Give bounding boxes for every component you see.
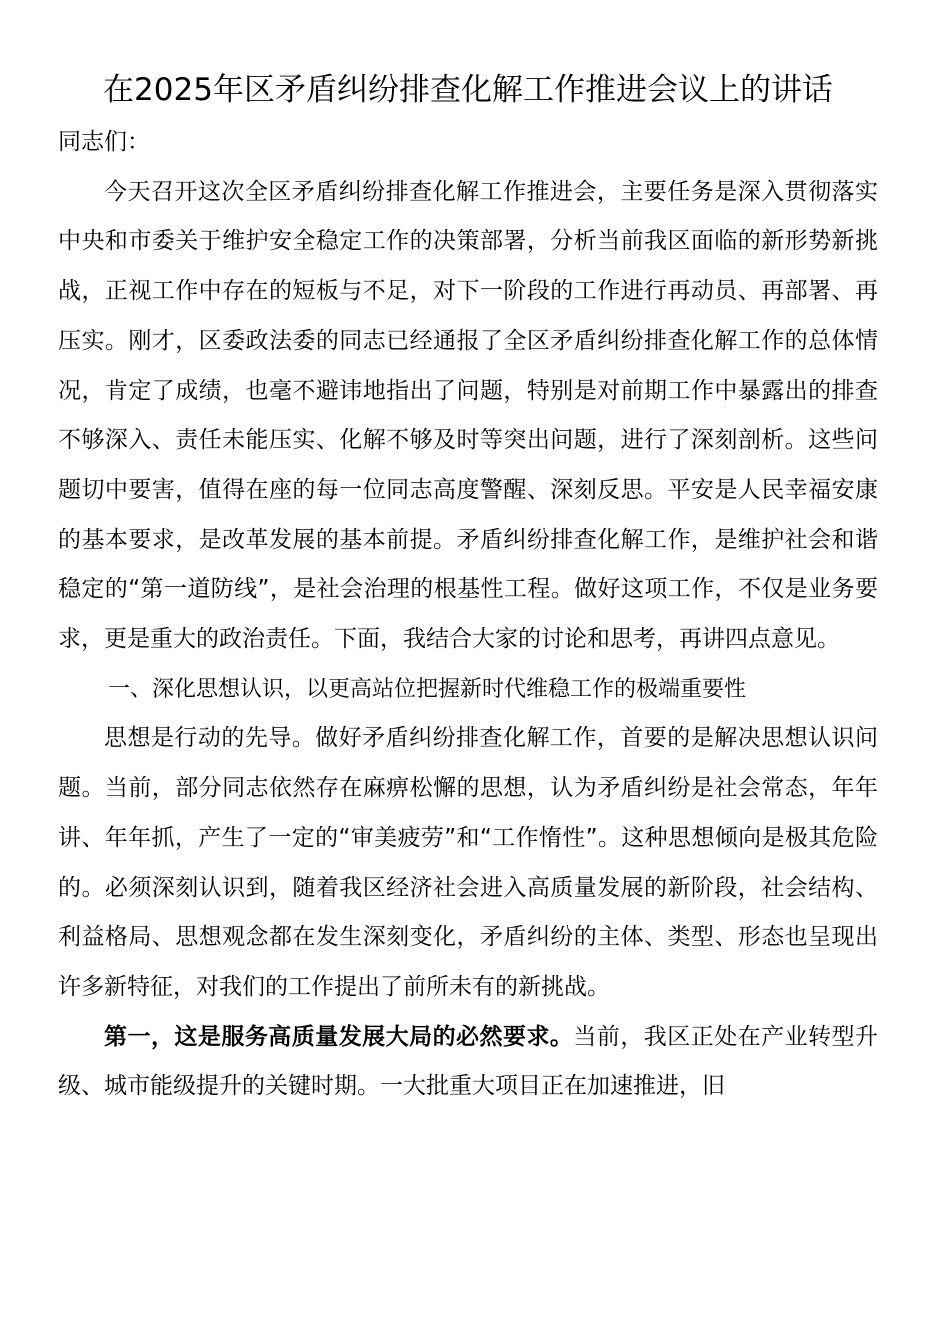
paragraph-opening: 今天召开这次全区矛盾纠纷排查化解工作推进会，主要任务是深入贯彻落实中央和市委关于维护安全稳定工作的决策部署，分析当前我区面临的新形势新挑战，正视工作中存在的短板与不足，对下一阶段的工作进行再动员、再部署、再压实。刚才，区委政法委的同志已经通报了全区矛盾纠纷排查化解工作的总体情况，肯定了成绩，也毫不避讳地指出了问题，特别是对前期工作中暴露出的排查不够深入、责任未能压实、化解不够及时等突出问题，进行了深刻剖析。这些问题切中要害，值得在座的每一位同志高度警醒、深刻反思。平安是人民幸福安康的基本要求，是改革发展的基本前提。矛盾纠纷排查化解工作，是维护社会和谐稳定的“第一道防线”，是社会治理的根基性工程。做好这项工作，不仅是业务要求，更是重大的政治责任。下面，我结合大家的讨论和思考，再讲四点意见。 [58,178,878,653]
salutation: 同志们： [58,129,150,155]
section-heading-1: 一、深化思想认识，以更高站位把握新时代维稳工作的极端重要性 [108,676,747,702]
document-title: 在2025年区矛盾纠纷排查化解工作推进会议上的讲话 [103,72,833,108]
first-point-body: 当前，我区正处在产业转型升级、城市能级提升的关键时期。一大批重大项目正在加速推进，旧 [58,1023,878,1100]
document-page [58,66,878,1112]
paragraph-first-point [58,1013,878,1112]
paragraph-thinking: 思想是行动的先导。做好矛盾纠纷排查化解工作，首要的是解决思想认识问题。当前，部分同志依然存在麻痹松懈的思想，认为矛盾纠纷是社会常态，年年讲、年年抓，产生了一定的“审美疲劳”和“工作惰性”。这种思想倾向是极其危险的。必须深刻认识到，随着我区经济社会进入高质量发展的新阶段，社会结构、利益格局、思想观念都在发生深刻变化，矛盾纠纷的主体、类型、形态也呈现出许多新特征，对我们的工作提出了前所未有的新挑战。 [58,725,878,1000]
first-point-lead: 第一，这是服务高质量发展大局的必然要求。 [104,1023,574,1050]
